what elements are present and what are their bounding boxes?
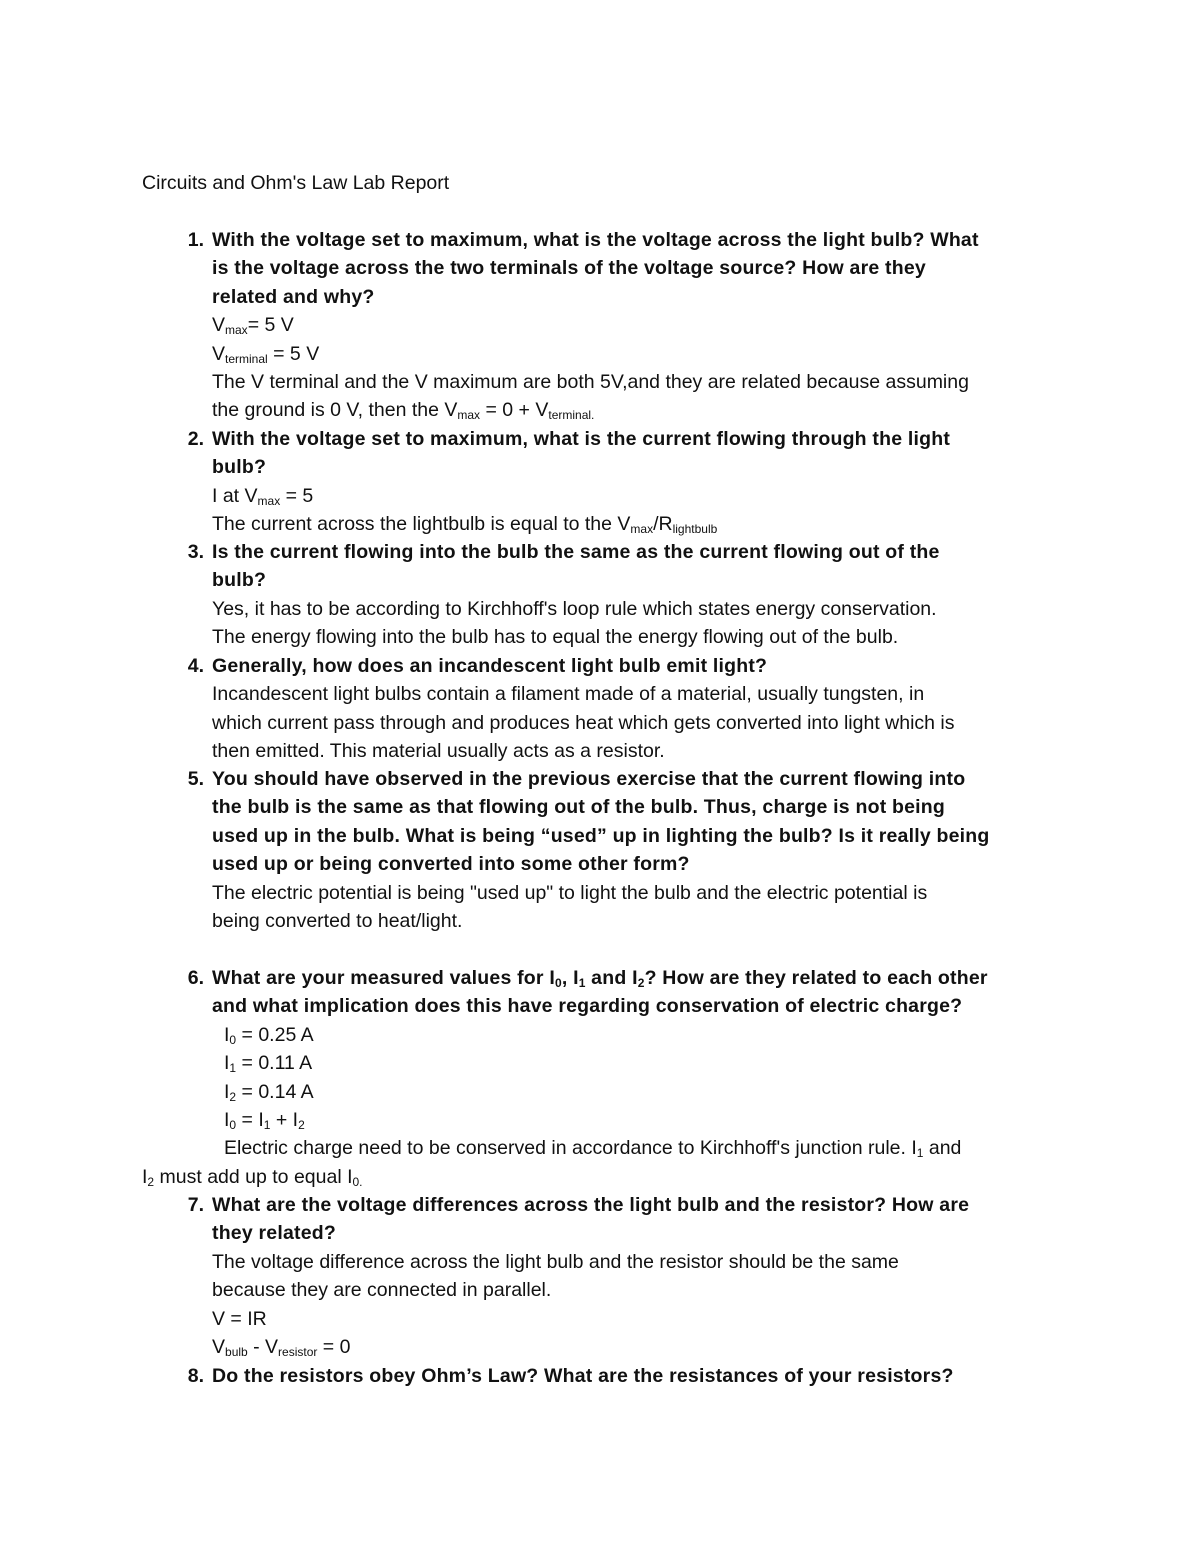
answer-text-line: the ground is 0 V, then the $V_{max} = 0 + V_{terminal.}$ (212, 399, 595, 423)
answer-text-line: The current across the lightbulb is equal to the $V_{max}/R_{lightbulb}$ (212, 513, 718, 537)
question-text-line: used up in the bulb. What is being “used” up in lighting the bulb? Is it really being (212, 824, 990, 847)
question-number: 5. (187, 768, 204, 790)
question-text-line: You should have observed in the previous exercise that the current flowing into (212, 768, 966, 790)
answer-text-line: being converted to heat/light. (212, 910, 463, 933)
question-text-line: the bulb is the same as that flowing out of the bulb. Thus, charge is not being (212, 796, 945, 819)
answer-text-line: then emitted. This material usually acts as a resistor. (212, 740, 665, 763)
answer-i2: $I_2 = 0.14$ A (224, 1080, 314, 1104)
question-text-line: With the voltage set to maximum, what is the voltage across the light bulb? What (212, 229, 979, 251)
question-text-line: Generally, how does an incandescent light bulb emit light? (212, 655, 768, 677)
answer-i1: $I_1 = 0.11$ A (224, 1052, 313, 1076)
answer-text-line: Electric charge need to be conserved in accordance to Kirchhoff's junction rule. $I_1$ and (224, 1137, 962, 1161)
answer-text-line: The energy flowing into the bulb has to equal the energy flowing out of the bulb. (212, 626, 899, 649)
question-text-line: What are your measured values for $I_0$, $I_1$ and $I_2$? How are they related to each other (212, 967, 988, 990)
question-text-line: and what implication does this have regarding conservation of electric charge? (212, 995, 963, 1018)
question-text-line: bulb? (212, 569, 267, 592)
question-text-line: Do the resistors obey Ohm’s Law? What are the resistances of your resistors? (212, 1365, 954, 1387)
question-text-line: What are the voltage differences across the light bulb and the resistor? How are (212, 1194, 970, 1216)
answer-text-line: The electric potential is being "used up" to light the bulb and the electric potential is (212, 881, 928, 904)
question-number: 6. (187, 967, 204, 989)
answer-voltage-difference: $V_{bulb} - V_{resistor} = 0$ (212, 1336, 351, 1360)
question-item-4 (187, 652, 1072, 766)
question-text-line: related and why? (212, 285, 375, 308)
answer-formula: V = IR (212, 1307, 267, 1330)
question-item-1 (187, 226, 1072, 425)
question-item-2 (187, 425, 1072, 539)
answer-text-line: which current pass through and produces heat which gets converted into light which is (212, 711, 955, 734)
answer-vmax: $V_{max}= 5$ V (212, 314, 294, 338)
answer-text-line: The voltage difference across the light bulb and the resistor should be the same (212, 1250, 899, 1273)
answer-i0: $I_0 = 0.25$ A (224, 1023, 314, 1047)
answer-vterminal: $V_{terminal} = 5$ V (212, 342, 320, 366)
question-text-line: With the voltage set to maximum, what is the current flowing through the light (212, 428, 951, 450)
question-text-line: is the voltage across the two terminals of the voltage source? How are they (212, 257, 926, 280)
question-number: 3. (187, 541, 204, 563)
question-text-line: Is the current flowing into the bulb the same as the current flowing out of the (212, 541, 940, 563)
question-number: 1. (187, 229, 204, 251)
answer-current: I at $V_{max} = 5$ (212, 484, 314, 508)
question-text-line: used up or being converted into some other form? (212, 853, 690, 876)
answer-text-line: Yes, it has to be according to Kirchhoff's loop rule which states energy conservation. (212, 597, 937, 620)
question-item-5 (187, 765, 1072, 935)
answer-text-line: The V terminal and the V maximum are both 5V,and they are related because assuming (212, 371, 969, 394)
answer-equation: $I_0 = I_1 + I_2$ (224, 1109, 305, 1133)
answer-text-line: Incandescent light bulbs contain a filament made of a material, usually tungsten, in (212, 683, 925, 706)
question-text-line: bulb? (212, 456, 267, 479)
page-title: Circuits and Ohm's Law Lab Report (142, 172, 450, 194)
question-number: 8. (187, 1365, 204, 1387)
answer-text-line: $I_2$ must add up to equal $I_{0.}$ (142, 1165, 363, 1189)
question-item-7 (187, 1191, 1072, 1361)
question-item-8 (187, 1362, 1072, 1390)
question-number: 4. (187, 655, 204, 677)
question-item-3 (187, 538, 1072, 652)
question-text-line: they related? (212, 1222, 336, 1245)
question-item-6 (142, 964, 1072, 1191)
question-number: 2. (187, 428, 204, 450)
answer-text-line: because they are connected in parallel. (212, 1279, 552, 1302)
question-number: 7. (187, 1194, 204, 1216)
